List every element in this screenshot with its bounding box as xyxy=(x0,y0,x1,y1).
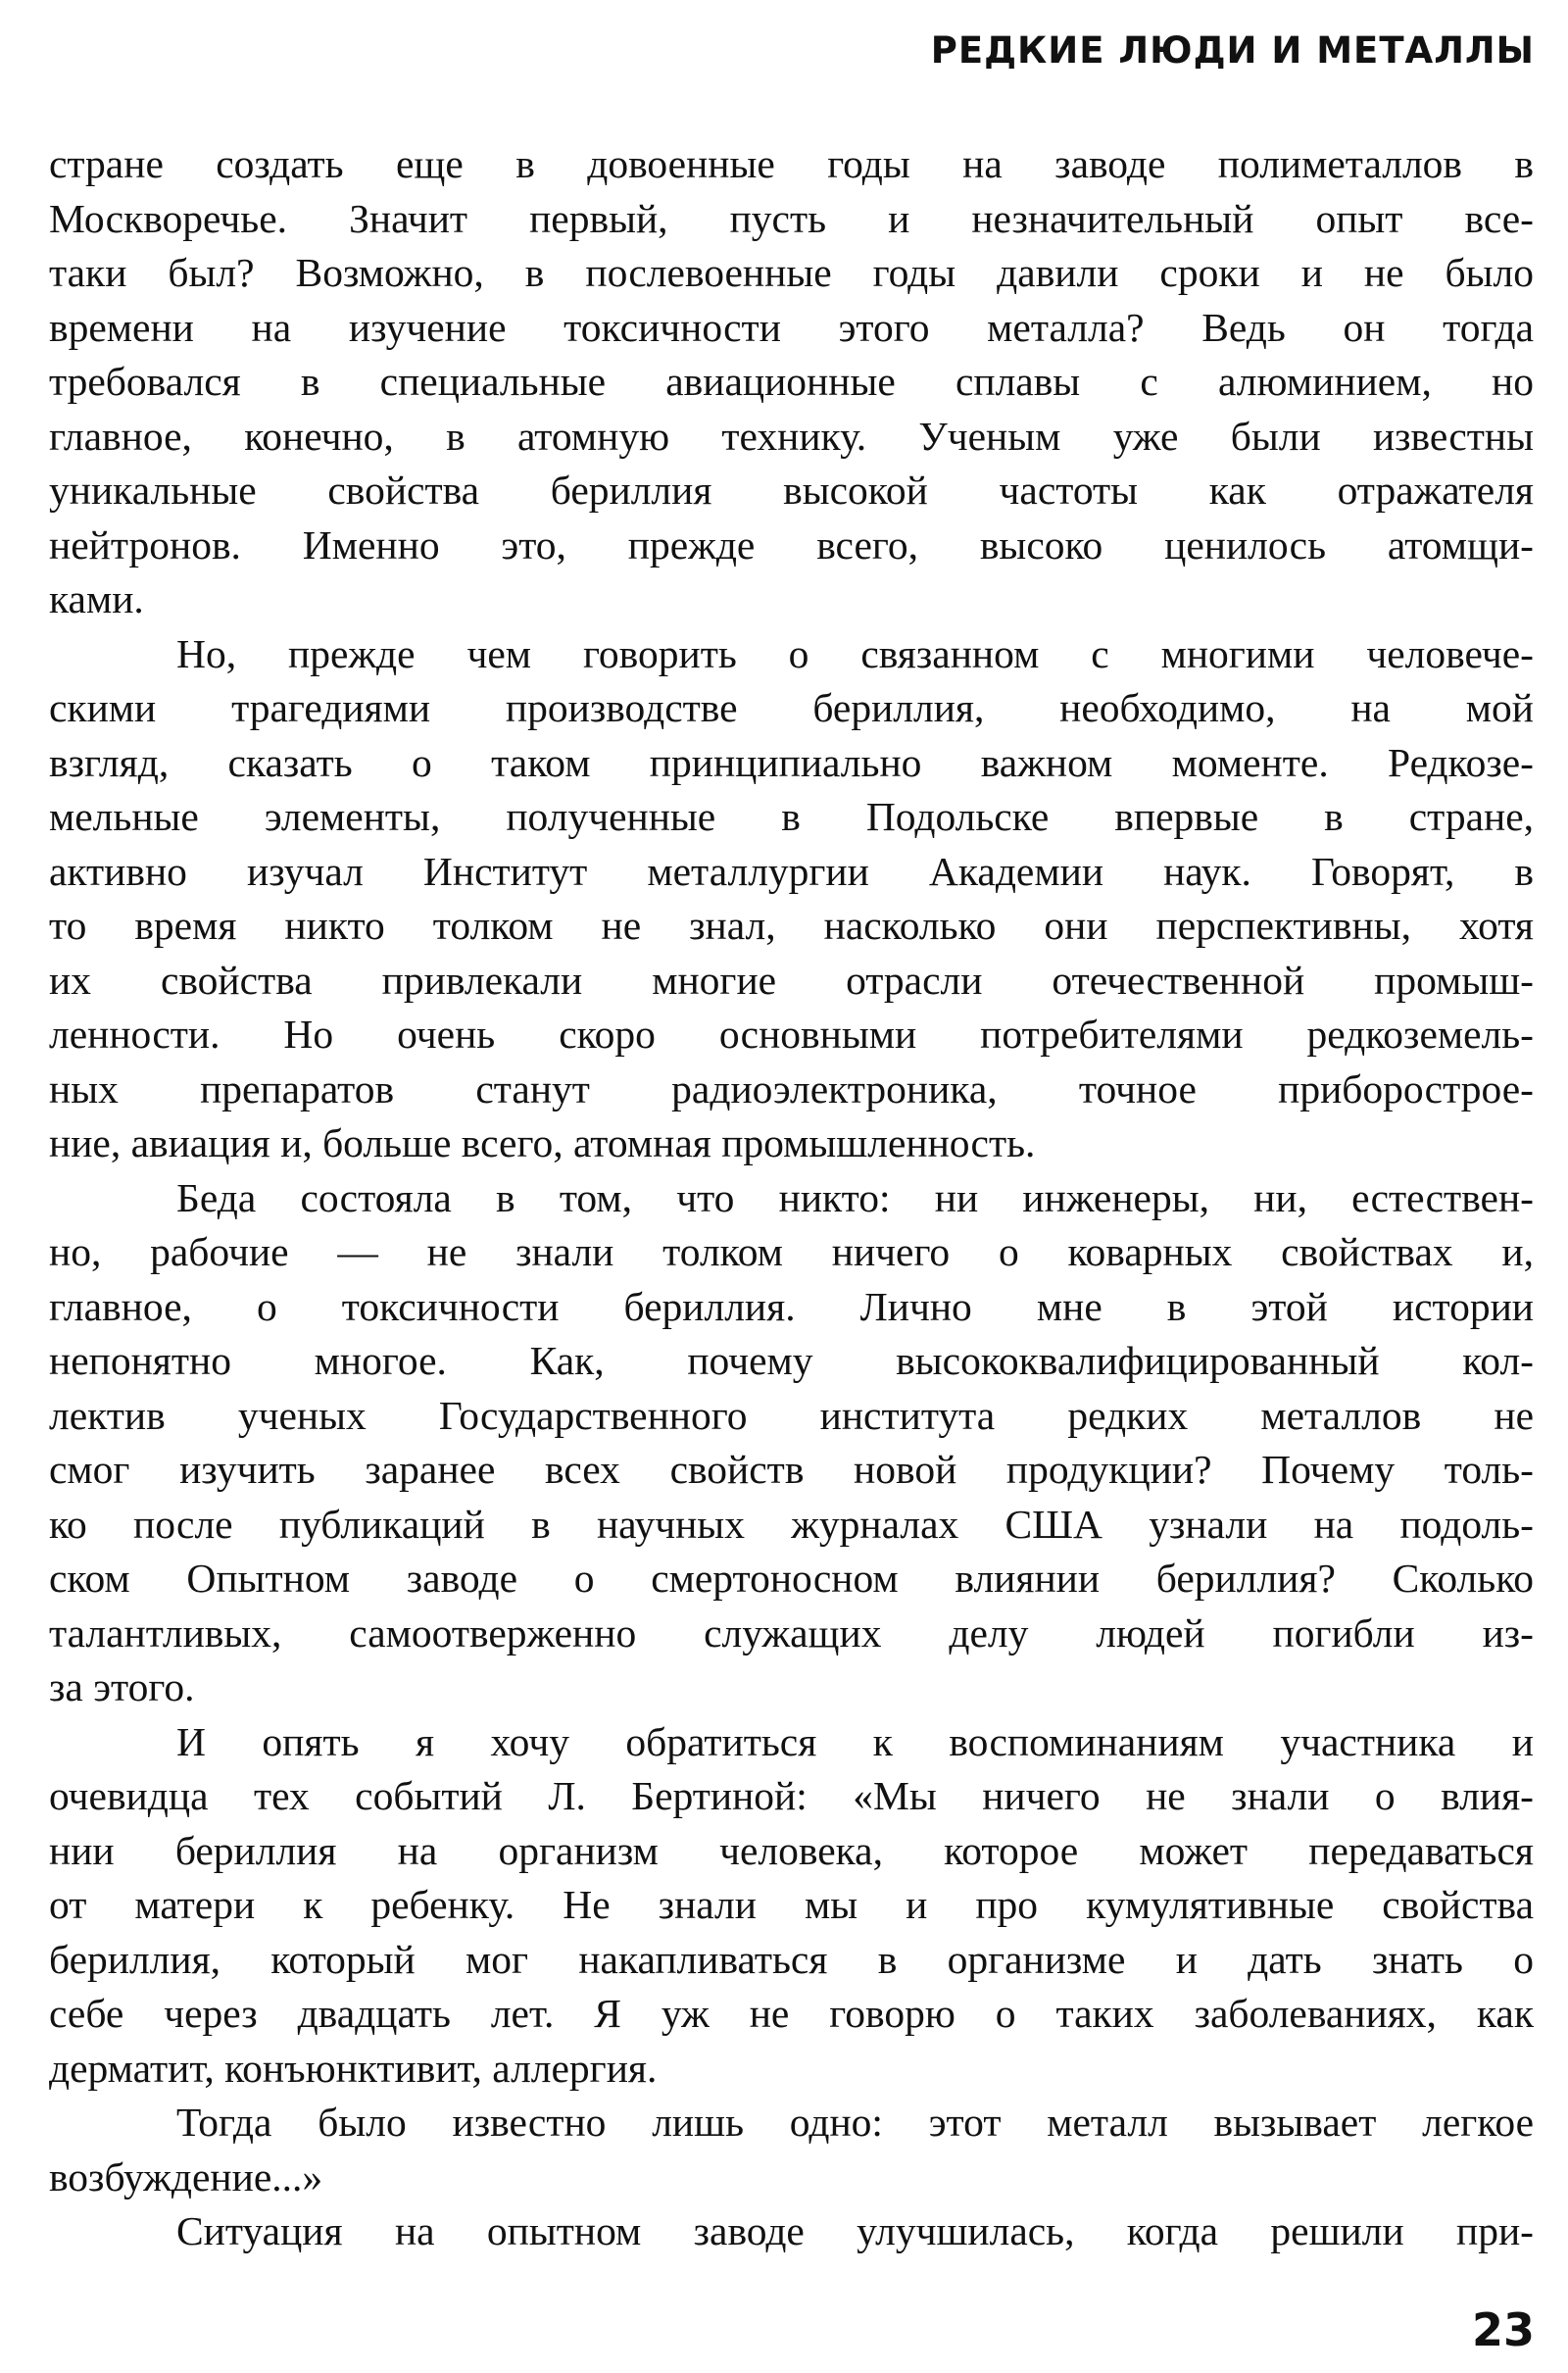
paragraph xyxy=(49,627,1534,1171)
text-line: Тогда было известно лишь одно: этот металл вызывает легкое xyxy=(176,2100,1534,2145)
paragraph xyxy=(49,2204,1534,2259)
text-line: очевидца тех событий Л. Бертиной: «Мы ничего не знали о влия- xyxy=(49,1773,1534,1818)
text-line: Беда состояла в том, что никто: ни инженеры, ни, естествен- xyxy=(176,1174,1534,1220)
text-line: ленности. Но очень скоро основными потребителями редкоземель- xyxy=(49,1012,1534,1057)
text-line: бериллия, который мог накапливаться в организме и дать знать о xyxy=(49,1936,1534,1982)
text-line: за этого. xyxy=(49,1664,195,1709)
text-line: ние, авиация и, больше всего, атомная промышленность. xyxy=(49,1120,1036,1165)
text-line: уникальные свойства бериллия высокой частоты как отражателя xyxy=(49,468,1534,513)
page-number: 23 xyxy=(1471,2303,1535,2356)
text-line: главное, о токсичности бериллия. Лично мне в этой истории xyxy=(49,1283,1534,1329)
text-line: главное, конечно, в атомную технику. Ученым уже были известны xyxy=(49,413,1534,459)
text-line: возбуждение...» xyxy=(49,2153,323,2200)
text-line: И опять я хочу обратиться к воспоминаниям участника и xyxy=(176,1718,1534,1764)
text-line: Но, прежде чем говорить о связанном с многими человече- xyxy=(176,630,1534,676)
text-line: от матери к ребенку. Не знали мы и про кумулятивные свойства xyxy=(49,1882,1534,1927)
paragraph xyxy=(49,1715,1534,2097)
paragraph xyxy=(49,137,1534,627)
text-line: требовался в специальные авиационные сплавы с алюминием, но xyxy=(49,359,1534,404)
text-line: ных препаратов станут радиоэлектроника, точное приборострое- xyxy=(49,1065,1534,1112)
text-line: лектив ученых Государственного института редких металлов не xyxy=(49,1392,1534,1438)
text-line: их свойства привлекали многие отрасли отечественной промыш- xyxy=(49,957,1534,1003)
text-line: ском Опытном заводе о смертоносном влиянии бериллия? Сколько xyxy=(49,1556,1534,1601)
text-line: взгляд, сказать о таком принципиально важном моменте. Редкозе- xyxy=(49,739,1534,785)
running-header: РЕДКИЕ ЛЮДИ И МЕТАЛЛЫ xyxy=(930,29,1535,72)
paragraph xyxy=(49,2096,1534,2204)
text-line: то время никто толком не знал, насколько они перспективны, хотя xyxy=(49,903,1534,948)
text-line: времени на изучение токсичности этого металла? Ведь он тогда xyxy=(49,304,1534,350)
text-line: ко после публикаций в научных журналах США узнали на подоль- xyxy=(49,1501,1534,1547)
text-line: ками. xyxy=(49,576,144,621)
text-line: смог изучить заранее всех свойств новой продукции? Почему толь- xyxy=(49,1447,1534,1492)
text-line: активно изучал Институт металлургии Академии наук. Говорят, в xyxy=(49,848,1534,894)
text-line: Ситуация на опытном заводе улучшилась, когда решили при- xyxy=(176,2208,1534,2253)
text-line: но, рабочие — не знали толком ничего о коварных свойствах и, xyxy=(49,1229,1534,1274)
text-line: дерматит, конъюнктивит, аллергия. xyxy=(49,2045,658,2091)
text-line: себе через двадцать лет. Я уж не говорю о таких заболеваниях, как xyxy=(49,1991,1534,2036)
body-text xyxy=(49,137,1534,2259)
text-line: талантливых, самоотверженно служащих делу людей погибли из- xyxy=(49,1609,1534,1656)
text-line: стране создать еще в довоенные годы на заводе полиметаллов в xyxy=(49,141,1534,186)
paragraph xyxy=(49,1171,1534,1715)
text-line: нии бериллия на организм человека, которое может передаваться xyxy=(49,1827,1534,1873)
text-line: скими трагедиями производстве бериллия, необходимо, на мой xyxy=(49,685,1534,730)
text-line: непонятно многое. Как, почему высококвалифицированный кол- xyxy=(49,1338,1534,1383)
text-line: нейтронов. Именно это, прежде всего, высоко ценилось атомщи- xyxy=(49,521,1534,568)
text-line: Москворечье. Значит первый, пусть и незначительный опыт все- xyxy=(49,195,1534,241)
text-line: мельные элементы, полученные в Подольске впервые в стране, xyxy=(49,794,1534,839)
text-line: таки был? Возможно, в послевоенные годы давили сроки и не было xyxy=(49,250,1534,295)
